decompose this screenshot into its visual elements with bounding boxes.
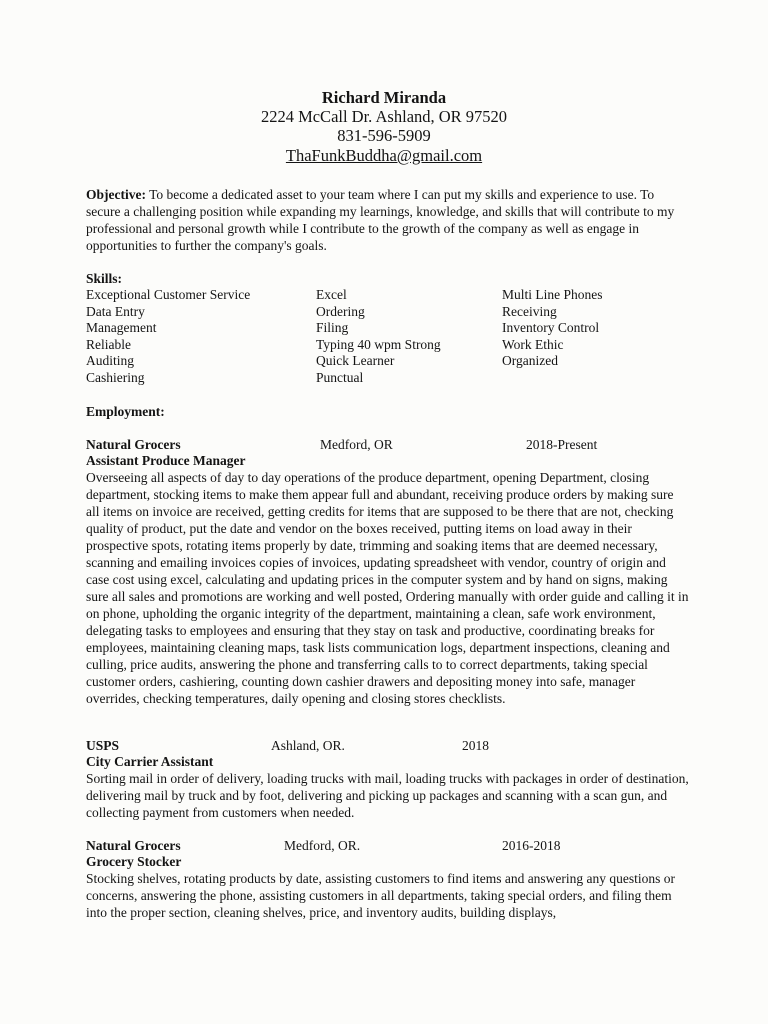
skill-item: Inventory Control (502, 320, 600, 336)
job-location: Ashland, OR. (271, 738, 345, 753)
skills-column-2 (316, 287, 441, 387)
applicant-phone: 831-596-5909 (337, 126, 431, 145)
job-dates: 2018-Present (526, 437, 598, 452)
skill-item: Filing (316, 320, 349, 336)
job-header (86, 436, 686, 453)
skill-item: Receiving (502, 303, 557, 319)
skill-item: Organized (502, 353, 558, 369)
job-location: Medford, OR. (284, 838, 361, 853)
job-dates: 2016-2018 (502, 838, 561, 853)
skill-item: Management (86, 320, 157, 336)
job-title: Grocery Stocker (86, 854, 182, 869)
job-company: Natural Grocers (86, 838, 181, 853)
employment-heading: Employment: (86, 404, 165, 419)
skill-item: Punctual (316, 369, 364, 385)
objective-text: To become a dedicated asset to your team where I can put my skills and experience to use. To secure a challenging position while expanding my learnings, knowledge, and skills that will contribute to my professional and personal growth while I contribute to the growth of the company as well as engage in opportunities to further the company's goals. (86, 187, 675, 253)
applicant-name: Richard Miranda (321, 88, 447, 107)
job-header (86, 737, 686, 754)
job-dates: 2018 (462, 738, 489, 753)
objective-label: Objective: (86, 187, 146, 202)
skill-item: Quick Learner (316, 353, 395, 369)
job-title: City Carrier Assistant (86, 754, 214, 769)
skill-item: Cashiering (86, 369, 145, 385)
skills-heading: Skills: (86, 271, 123, 286)
job-title: Assistant Produce Manager (86, 453, 246, 468)
job-description: Sorting mail in order of delivery, loading trucks with mail, loading trucks with packages in order of destination, delivering mail by truck and by foot, delivering and picking up packages and scanning with a scan gun, and collecting payment from customers when needed. (86, 771, 689, 820)
skill-item: Excel (316, 287, 347, 302)
skill-item: Reliable (86, 336, 131, 352)
skill-item: Data Entry (86, 303, 145, 319)
skills-column-3 (502, 287, 603, 370)
job-description: Overseeing all aspects of day to day operations of the produce department, opening Department, closing department, stocking items to make them appear full and abundant, receiving produce orders by making sure all items on invoice are received, getting credits for items that are supposed to be there that are not, checking quality of product, put the date and vendor on the boxes received, putting items on load away in their prospective spots, rotating items properly by date, trimming and soaking items that are deemed necessary, scanning and emailing invoices copies of invoices, updating spreadsheet with vendor, country of origin and case cost using excel, calculating and updating prices in the computer system and by hand on signs, making sure all sales and promotions are working and well posted, Ordering manually with order guide and calling it in on phone, upholding the organic integrity of the department, maintaining a clean, safe work environment, delegating tasks to employees and ensuring that they stay on task and productive, coordinating breaks for employees, maintaining cleaning maps, task lists communication logs, department inspections, cleaning and culling, price audits, answering the phone and transferring calls to to correct departments, taking special customer orders, cashiering, counting down cashier drawers and depositing money into safe, manager overrides, checking temperatures, daily opening and closing stores checklists. (86, 470, 689, 706)
applicant-address: 2224 McCall Dr. Ashland, OR 97520 (260, 107, 508, 126)
skills-column-1 (86, 287, 250, 387)
skill-item: Auditing (86, 353, 135, 369)
job-header (86, 837, 686, 854)
applicant-email[interactable]: ThaFunkBuddha@gmail.com (285, 146, 483, 165)
skill-item: Exceptional Customer Service (86, 287, 251, 302)
objective-section (86, 186, 691, 254)
skill-item: Multi Line Phones (502, 287, 603, 302)
skill-item: Work Ethic (502, 336, 564, 352)
skill-item: Ordering (316, 303, 365, 319)
job-location: Medford, OR (320, 437, 393, 452)
skill-item: Typing 40 wpm Strong (316, 336, 441, 352)
job-company: Natural Grocers (86, 437, 181, 452)
job-company: USPS (86, 738, 120, 753)
job-description: Stocking shelves, rotating products by date, assisting customers to find items and answering any questions or concerns, answering the phone, assisting customers in all departments, taking special orders, and filing them into the proper section, cleaning shelves, price, and inventory audits, building displays, (86, 871, 676, 920)
